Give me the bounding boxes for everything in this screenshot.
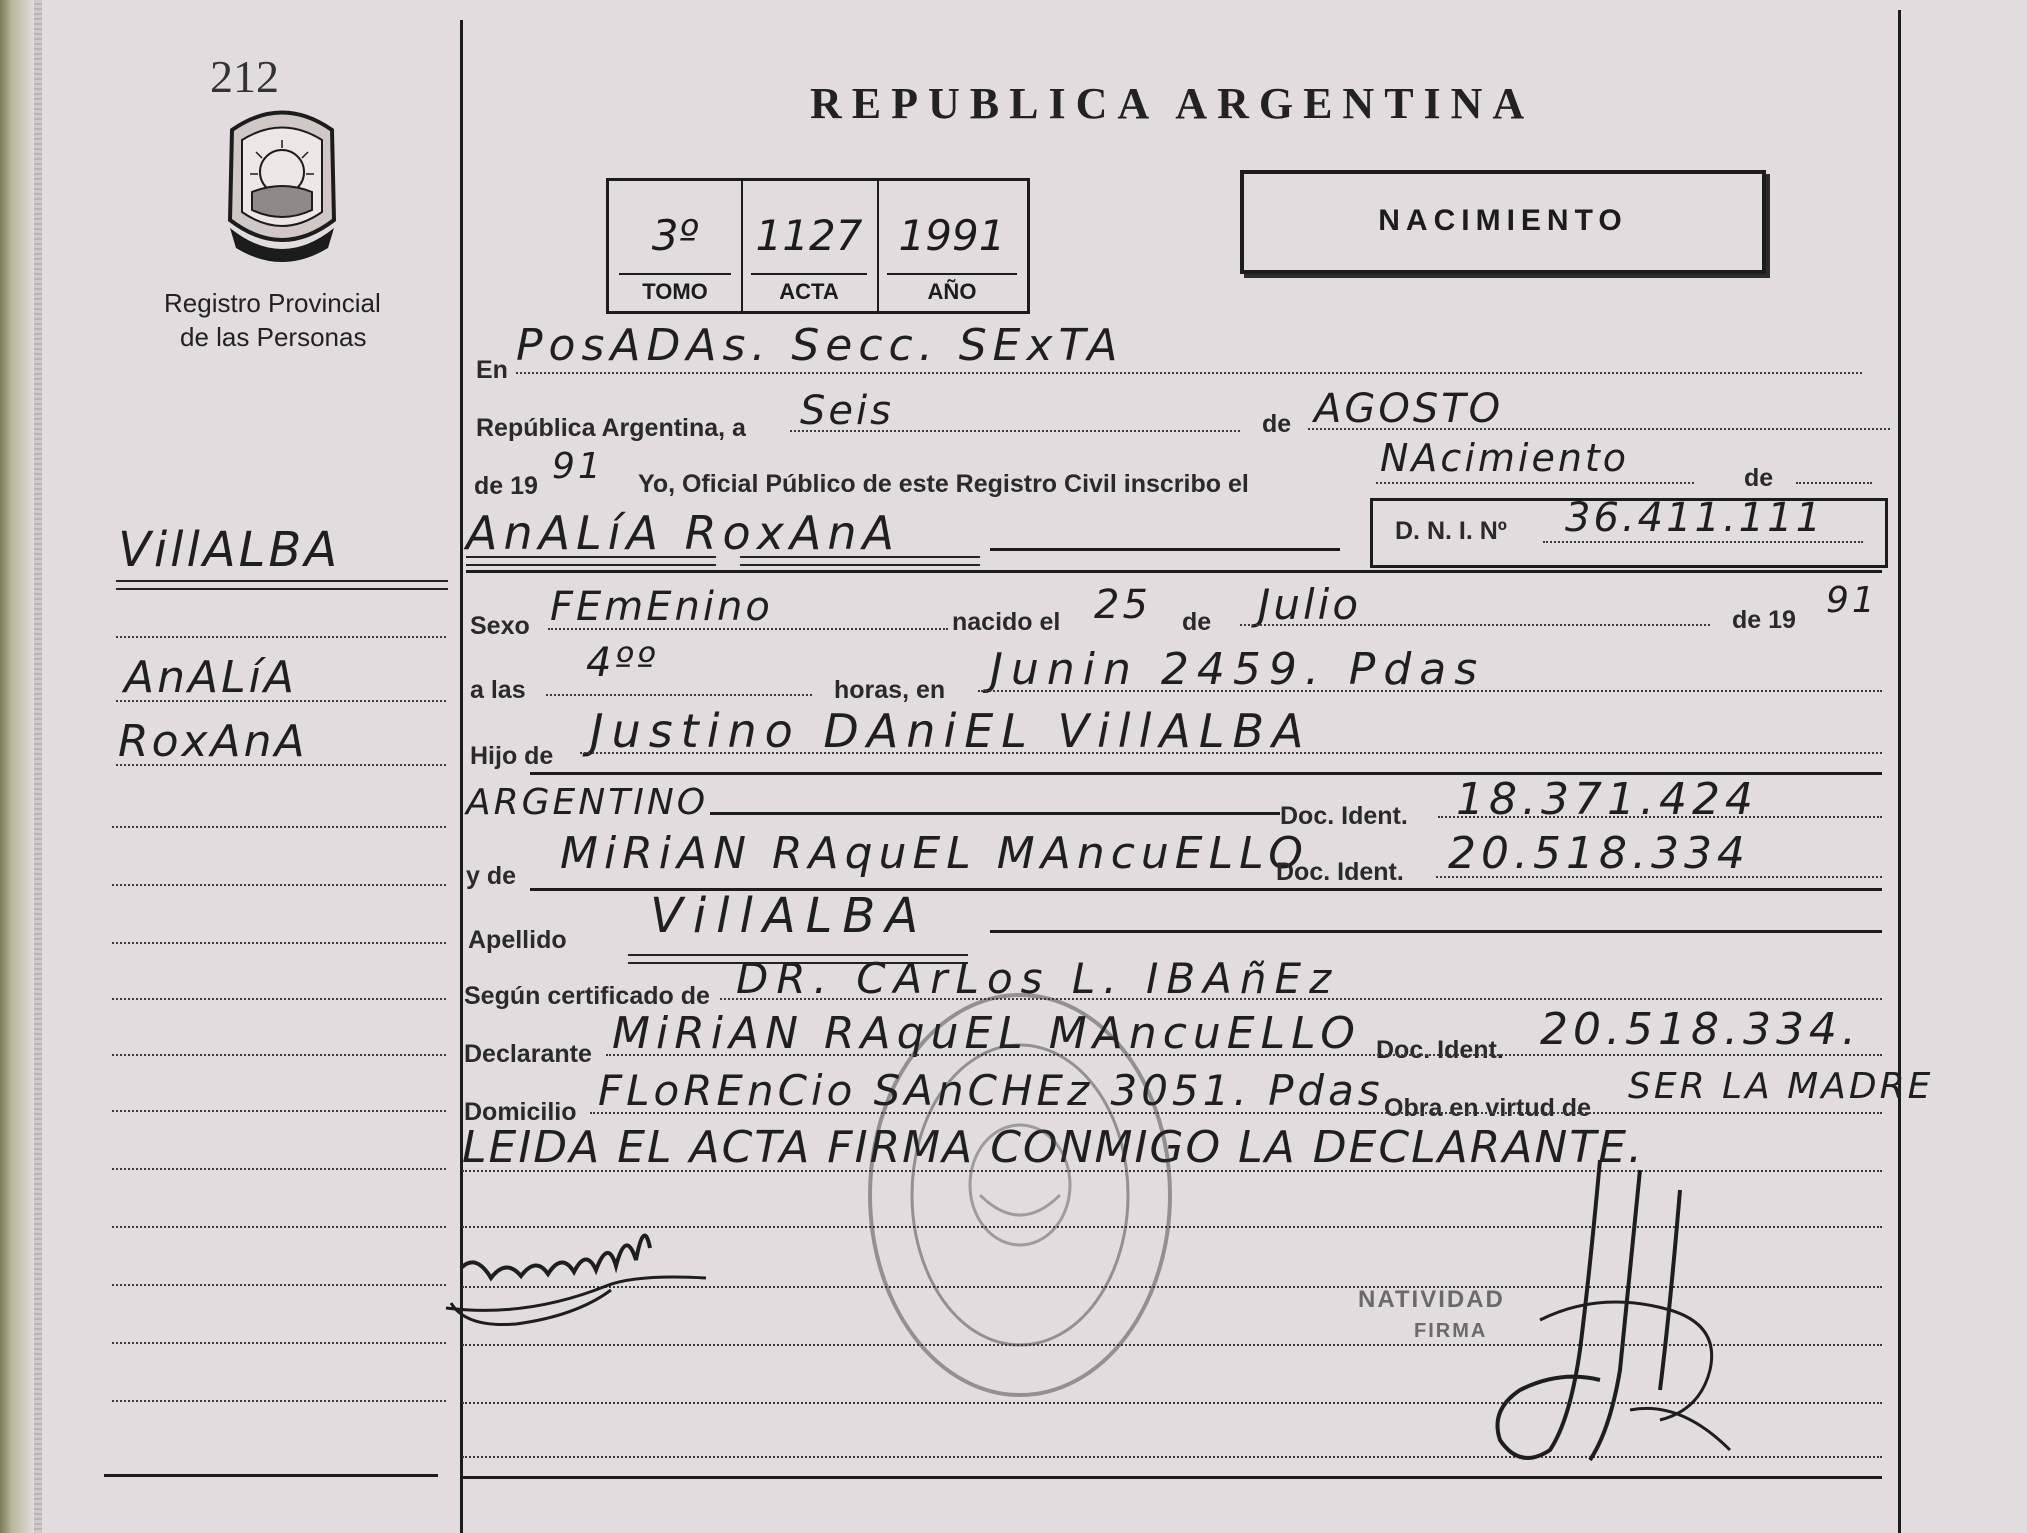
margin-line [116,700,446,702]
line-mother-doc [1436,876,1882,878]
tomo-label: TOMO [642,279,708,304]
label-de-year: de 19 [474,472,538,500]
acta-reference-box [606,178,1030,314]
margin-surname-underline [116,580,448,590]
value-declarant-doc: 20.518.334. [1540,1004,1861,1055]
label-dni: D. N. I. Nº [1395,517,1507,545]
label-nacido: nacido el [952,608,1061,636]
label-de-end: de [1744,464,1774,492]
margin-line [112,1400,446,1402]
margin-line [112,1168,446,1170]
country-title: REPUBLICA ARGENTINA [810,79,1535,128]
officer-signature-icon [1480,1150,1740,1480]
margin-line [112,942,446,944]
value-by-virtue: SER LA MADRE [1628,1066,1934,1107]
value-child-name: AnALíA RoxAnA [466,506,901,560]
label-doc-ident-2: Doc. Ident. [1276,858,1404,886]
value-surname: VillALBA [650,888,929,944]
margin-line [112,1342,446,1344]
label-obra: Obra en virtud de [1384,1094,1591,1122]
registry-name-line2: de las Personas [180,322,367,352]
margin-given-name-1: AnALíA [124,652,297,703]
margin-line [112,1054,446,1056]
value-birth-month: Julio [1258,580,1362,629]
label-y-de: y de [466,862,517,890]
line-place [516,372,1862,374]
value-father: Justino DAniEL VillALBA [590,704,1312,758]
label-a-las: a las [470,676,526,704]
label-republica: República Argentina, a [476,414,746,442]
value-declarant: MiRiAN RAquEL MAncuELLO [612,1008,1361,1059]
dni-box [1370,495,1888,568]
margin-line [116,764,446,766]
margin-given-name-2: RoxAnA [118,716,308,767]
line-day [790,430,1240,432]
label-segun: Según certificado de [464,982,710,1010]
tomo-value: 3º [651,211,699,260]
value-month: AGOSTO [1314,386,1504,432]
value-mother: MiRiAN RAquEL MAncuELLO [560,828,1309,879]
right-border [1898,10,1901,1533]
official-stamp-icon [860,985,1180,1405]
value-day: Seis [800,388,894,434]
label-apellido: Apellido [468,926,567,954]
value-mother-doc: 20.518.334 [1448,828,1750,879]
value-birth-address: Junin 2459. Pdas [990,644,1486,695]
value-place: PosADAs. Secc. SExTA [516,320,1124,371]
margin-line [112,884,446,886]
ano-cell [877,181,1027,311]
label-horas-en: horas, en [834,676,946,704]
line-month [1308,428,1890,430]
value-event: NAcimiento [1380,436,1630,480]
margin-line [112,1110,446,1112]
value-sex: FEmEnino [550,584,773,630]
book-binding [0,0,34,1533]
line-child-name [990,548,1340,551]
margin-line [116,636,446,638]
line-birth-month [1240,624,1710,626]
value-doctor: DR. CArLos L. IBAñEz [736,954,1340,1003]
label-doc-ident-1: Doc. Ident. [1280,802,1408,830]
line-end [1796,482,1872,484]
margin-line [112,1284,446,1286]
document-type: NACIMIENTO [1378,204,1628,237]
value-closing: LEIDA EL ACTA FIRMA CONMIGO LA DECLARANTE. [462,1122,1645,1173]
label-de-month: de [1262,410,1292,438]
value-domicile: FLoREnCio SAnCHEz 3051. Pdas [598,1066,1384,1115]
line-sex [548,628,948,630]
line-dni [1543,541,1863,543]
label-yo-oficial: Yo, Oficial Público de este Registro Civil inscribo el [638,470,1249,498]
tomo-cell [609,181,743,311]
line-father [580,752,1882,754]
line-event [1376,482,1694,484]
line-birth-address [978,690,1882,692]
declarant-signature-icon [436,1208,716,1338]
line-father-doc [1438,816,1882,818]
margin-line [112,826,446,828]
margin-line [112,1226,446,1228]
value-birth-year: 91 [1826,580,1878,621]
page-number: 212 [210,51,279,102]
province-crest-icon [212,100,352,268]
label-de-19: de 19 [1732,606,1796,634]
value-father-doc: 18.371.424 [1456,774,1758,825]
line-nationality [710,812,1280,815]
document-type-box [1240,170,1766,274]
label-sexo: Sexo [470,612,530,640]
label-hijo-de: Hijo de [470,742,554,770]
page-edge [34,0,42,1533]
label-doc-ident-3: Doc. Ident. [1376,1036,1504,1064]
child-name-underline [466,556,716,566]
value-year-suffix: 91 [552,446,604,487]
label-declarante: Declarante [464,1040,592,1068]
registry-name-line1: Registro Provincial [164,288,381,318]
margin-surname: VillALBA [118,522,341,578]
label-de-mid: de [1182,608,1212,636]
acta-value: 1127 [755,211,863,260]
margin-line [112,998,446,1000]
stamp-natividad: NATIVIDAD [1358,1286,1505,1313]
stamp-firma: FIRMA [1414,1320,1488,1342]
value-dni: 36.411.111 [1565,495,1825,541]
line-hour [546,694,812,696]
margin-bottom-rule [104,1474,438,1477]
child-name-underline [740,556,980,566]
ano-value: 1991 [898,211,1006,260]
label-en: En [476,356,508,384]
value-hour: 4ºº [586,640,659,686]
acta-label: ACTA [779,279,839,304]
line-domicile [590,1112,1882,1114]
row-separator [466,570,1882,573]
acta-cell [741,181,879,311]
ano-label: AÑO [927,279,977,304]
line-declarant [606,1054,1882,1056]
value-father-nationality: ARGENTINO [466,782,709,823]
label-domicilio: Domicilio [464,1098,577,1126]
line-surname [990,930,1882,933]
value-birth-day: 25 [1094,582,1151,628]
